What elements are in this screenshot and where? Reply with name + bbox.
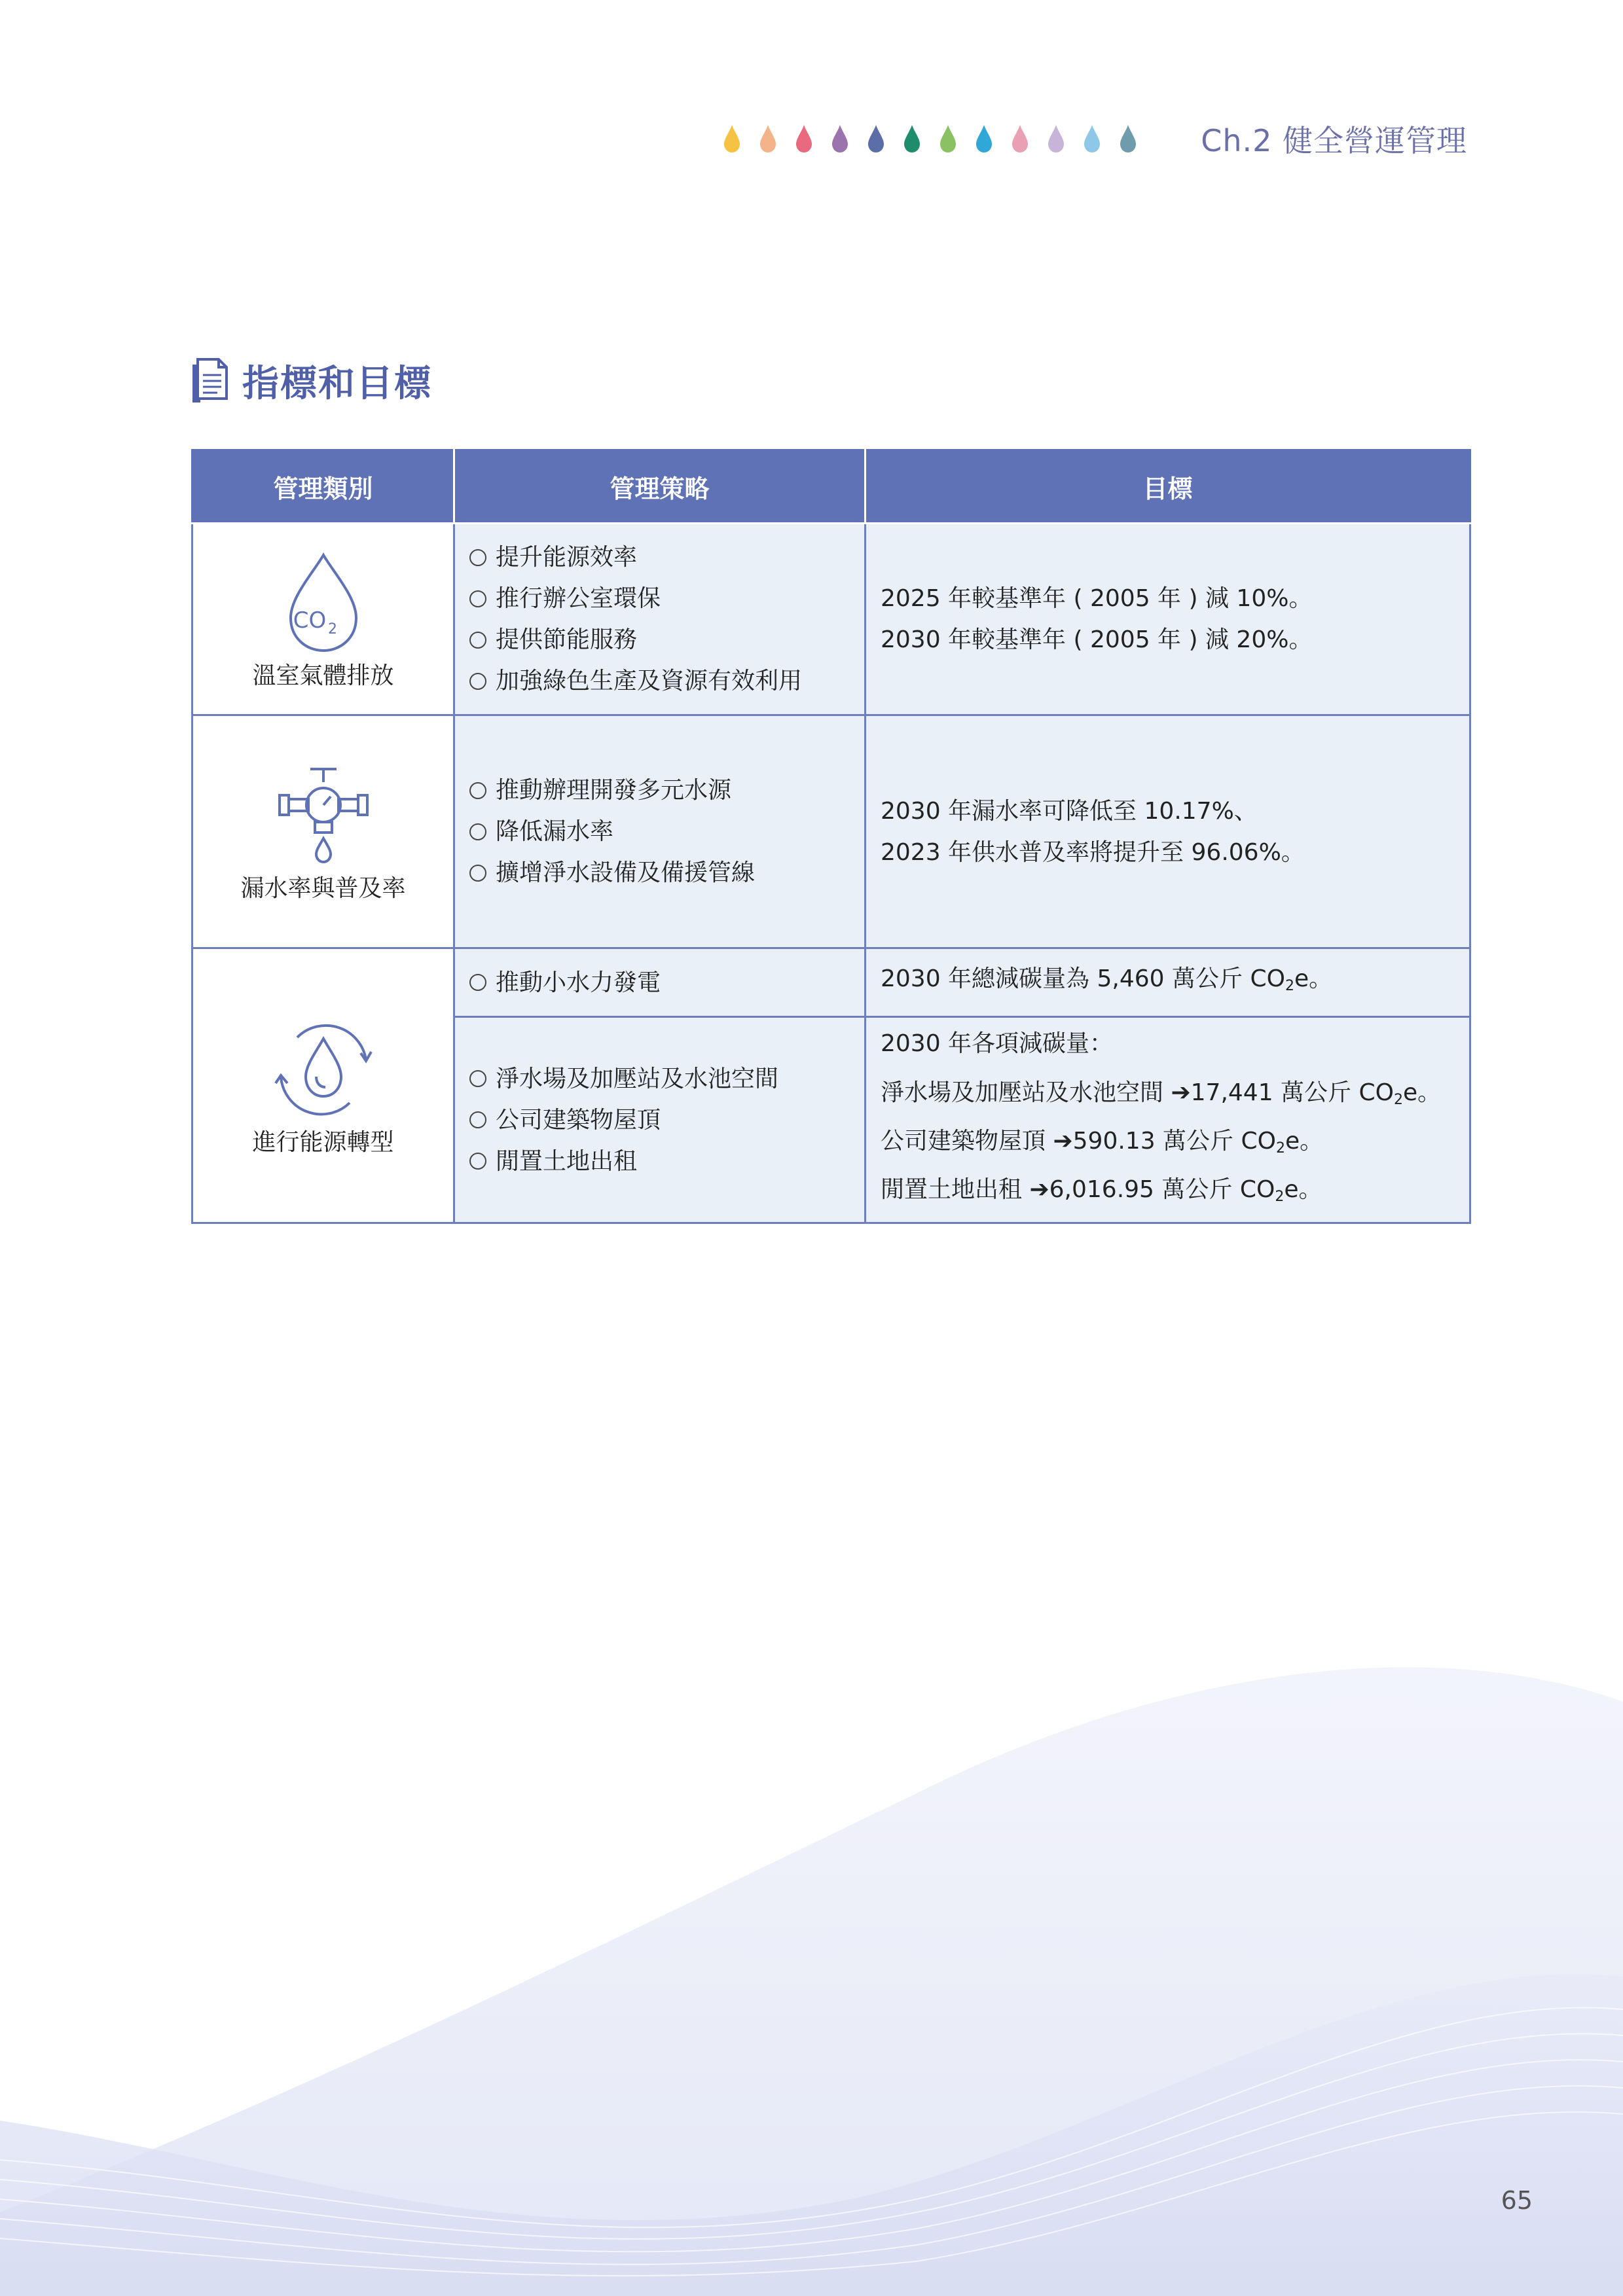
svg-text:2: 2 <box>327 621 337 637</box>
list-item: 推動小水力發電 <box>469 962 850 1003</box>
color-drop-icon <box>867 124 885 153</box>
circle-bullet-icon <box>469 823 486 840</box>
color-drop-icon <box>1119 124 1137 153</box>
strategy-cell <box>454 715 866 948</box>
list-item: 提供節能服務 <box>469 619 850 660</box>
strategy-cell <box>454 524 866 715</box>
color-drop-icon <box>1011 124 1029 153</box>
color-drops <box>723 124 1155 153</box>
circle-bullet-icon <box>469 549 486 566</box>
section-heading <box>191 355 432 407</box>
strategy-cell <box>454 948 866 1017</box>
color-drop-icon <box>903 124 921 153</box>
goal-line: 2030 年較基準年 ( 2005 年 ) 減 20%。 <box>881 626 1313 653</box>
circle-bullet-icon <box>469 590 486 607</box>
color-drop-icon <box>1083 124 1101 153</box>
goal-cell <box>866 524 1470 715</box>
goal-line: 2025 年較基準年 ( 2005 年 ) 減 10%。 <box>881 585 1313 612</box>
water-valve-icon <box>268 759 379 870</box>
document-icon <box>191 358 229 404</box>
color-drop-icon <box>975 124 993 153</box>
strategy-cell <box>454 1017 866 1223</box>
category-cell <box>192 715 454 948</box>
list-item: 公司建築物屋頂 <box>469 1100 850 1141</box>
goal-line: 2023 年供水普及率將提升至 96.06%。 <box>881 838 1305 866</box>
header-category: 管理類別 <box>192 450 454 524</box>
goal-line: 公司建築物屋頂 ➔590.13 萬公斤 $CO_2e$。 <box>881 1127 1324 1157</box>
goal-cell <box>866 715 1470 948</box>
table-header-row <box>192 450 1470 524</box>
circle-bullet-icon <box>469 1153 486 1170</box>
page-number: 65 <box>1501 2186 1533 2215</box>
arrow-icon: ➔ <box>1171 1079 1191 1106</box>
chapter-title: Ch.2 健全營運管理 <box>1201 123 1467 158</box>
header-goal: 目標 <box>866 450 1470 524</box>
section-title: 指標和目標 <box>242 363 432 405</box>
circle-bullet-icon <box>469 1070 486 1087</box>
arrow-icon: ➔ <box>1053 1127 1073 1155</box>
circle-bullet-icon <box>469 632 486 649</box>
list-item: 推行辦公室環保 <box>469 578 850 619</box>
goal-line: 2030 年漏水率可降低至 10.17%、 <box>881 797 1258 825</box>
arrow-icon: ➔ <box>1029 1175 1049 1203</box>
category-cell <box>192 524 454 715</box>
goal-line: 閒置土地出租 ➔6,016.95 萬公斤 $CO_2e$。 <box>881 1175 1322 1205</box>
color-drop-icon <box>831 124 849 153</box>
goal-heading: 2030 年各項減碳量： <box>881 1030 1114 1057</box>
list-item: 提升能源效率 <box>469 537 850 578</box>
svg-text:CO: CO <box>293 607 326 634</box>
category-cell <box>192 948 454 1223</box>
circle-bullet-icon <box>469 865 486 882</box>
list-item: 擴增淨水設備及備援管線 <box>469 852 850 893</box>
list-item: 淨水場及加壓站及水池空間 <box>469 1058 850 1100</box>
list-item: 加強綠色生產及資源有效利用 <box>469 660 850 702</box>
goal-cell <box>866 948 1470 1017</box>
list-item: 閒置土地出租 <box>469 1141 850 1182</box>
background-waves <box>0 1623 1623 2296</box>
goal-line: 淨水場及加壓站及水池空間 ➔17,441 萬公斤 $CO_2e$。 <box>881 1079 1442 1108</box>
color-drop-icon <box>795 124 813 153</box>
color-drop-icon <box>1047 124 1065 153</box>
list-item: 推動辦理開發多元水源 <box>469 770 850 811</box>
category-label: 溫室氣體排放 <box>252 662 394 689</box>
category-label: 進行能源轉型 <box>252 1128 394 1156</box>
goal-line: 2030 年總減碳量為 5,460 萬公斤 $CO_2e$。 <box>881 965 1333 994</box>
header-strategy: 管理策略 <box>454 450 866 524</box>
circle-bullet-icon <box>469 1111 486 1128</box>
category-label: 漏水率與普及率 <box>240 874 406 902</box>
table-row <box>192 948 1470 1017</box>
color-drop-icon <box>723 124 741 153</box>
table-row <box>192 715 1470 948</box>
color-drop-icon <box>939 124 957 153</box>
circle-bullet-icon <box>469 673 486 690</box>
page-header <box>723 113 1467 165</box>
energy-cycle-icon <box>268 1013 379 1124</box>
indicators-table <box>191 449 1469 1224</box>
color-drop-icon <box>759 124 777 153</box>
circle-bullet-icon <box>469 782 486 799</box>
circle-bullet-icon <box>469 974 486 991</box>
list-item: 降低漏水率 <box>469 811 850 852</box>
table-row <box>192 524 1470 715</box>
co2-drop-icon <box>268 546 379 657</box>
goal-cell <box>866 1017 1470 1223</box>
